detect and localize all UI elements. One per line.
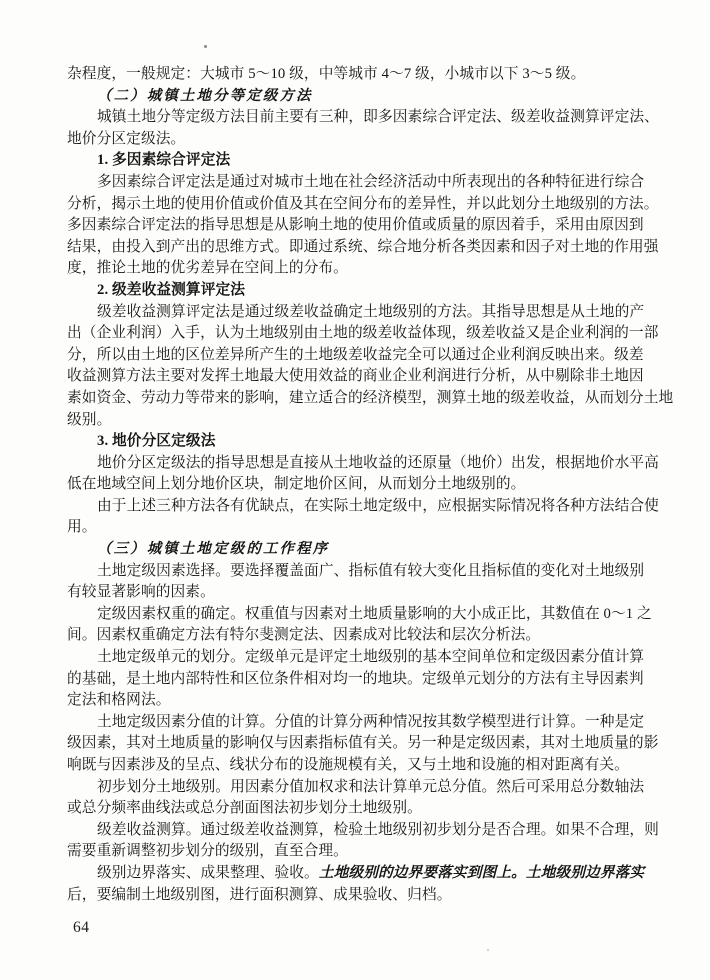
text-line [67,302,659,324]
body-text: 地价分区定级法的指导思想是直接从土地收益的还原量（地价）出发，根据地价水平高 [97,454,659,471]
text-line [67,431,659,453]
text-line [67,150,659,172]
body-text: 级差收益测算评定法是通过级差收益确定土地级别的方法。其指导思想是从土地的产 [97,303,645,320]
body-text: 素如资金、劳动力等带来的影响，建立适合的经济模型，测算土地的级差收益，从而划分土地 [67,389,674,406]
body-text: 多因素综合评定法的指导思想是从影响土地的使用价值或质量的原因着手，采用由原因到 [67,217,644,234]
text-line [67,194,659,216]
body-text: 或总分频率曲线法或总分剖面图法初步划分土地级别。 [67,800,422,817]
text-line [67,388,674,410]
body-text: 的基础，是土地内部特性和区位条件相对均一的地块。定级单元划分的方法有主导因素判 [67,670,644,687]
body-text: 地价分区定级法。 [67,130,186,147]
body-text: 结果，由投入到产出的思维方式。即通过系统、综合地分析各类因素和因子对土地的作用强 [67,238,659,255]
body-text: 定法和格网法。 [67,692,171,709]
body-text: 土地定级因素分值的计算。分值的计算分两种情况按其数学模型进行计算。一种是定 [97,713,645,730]
text-line [67,129,659,151]
text-line [67,798,659,820]
body-text: 出（企业利润）入手，认为土地级别由土地的级差收益体现，级差收益又是企业利润的一部 [67,325,659,342]
body-text: 级别。 [67,411,112,428]
text-line [67,841,659,863]
section-heading: （三）城镇土地定级的工作程序 [97,541,330,558]
body-text: 土地定级因素选择。要选择覆盖面广、指标值有较大变化且指标值的变化对土地级别 [97,562,645,579]
body-text: 有较显著影响的因素。 [67,584,215,601]
body-text: 定级因素权重的确定。权重值与因素对土地质量影响的大小成正比，其数值在 0～1 之 [97,605,652,622]
text-line [67,64,659,86]
text-line [67,539,659,561]
body-text: 低在地域空间上划分地价区块，制定地价区间，从而划分土地级别的。 [67,476,526,493]
text-line [67,453,659,475]
scan-speck [487,949,489,951]
numbered-heading: 1. 多因素综合评定法 [97,152,231,169]
body-text: 度，推论土地的优劣差异在空间上的分布。 [67,260,348,277]
text-line [67,366,659,388]
body-text: 用。 [67,519,97,536]
text-line [67,561,659,583]
body-text: 收益测算方法主要对发挥土地最大使用效益的商业企业利润进行分析，从中剔除非土地因 [67,368,644,385]
text-line [67,604,659,626]
body-text: 间。因素权重确定方法有特尔斐测定法、因素成对比较法和层次分析法。 [67,627,541,644]
body-text: 分析，揭示土地的使用价值或价值及其在空间分布的差异性，并以此划分土地级别的方法。 [67,195,659,212]
text-line [67,733,659,755]
text-line [67,863,659,885]
text-line [67,496,659,518]
text-line [67,258,659,280]
body-text: 响既与因素涉及的呈点、线状分布的设施规模有关，又与土地和设施的相对距离有关。 [67,757,629,773]
section-heading: （二）城镇土地分等定级方法 [97,87,313,104]
text-line [67,86,659,108]
text-line [67,582,659,604]
text-line [67,885,659,907]
text-line [67,777,659,799]
text-line [67,323,659,345]
text-block [67,64,674,906]
scan-speck [204,45,207,48]
body-text: 多因素综合评定法是通过对城市土地在社会经济活动中所表现出的各种特征进行综合 [97,173,645,190]
text-line [67,625,659,647]
text-line [67,820,659,842]
text-line [67,755,659,777]
body-text: 需要重新调整初步划分的级别，直至合理。 [67,843,348,860]
body-text: 分，所以由土地的区位差异所产生的土地级差收益完全可以通过企业利润反映出来。级差 [67,346,644,363]
text-line [67,517,659,539]
text-line [67,690,659,712]
text-line [67,280,659,302]
text-line [67,647,659,669]
body-text: 后，要编制土地级别图，进行面积测算、成果验收、归档。 [67,886,452,903]
body-text: 级差收益测算。通过级差收益测算，检验土地级别初步划分是否合理。如果不合理，则 [97,821,659,838]
text-line [67,107,659,129]
text-line [67,172,659,194]
numbered-heading: 3. 地价分区定级法 [97,433,216,450]
numbered-heading: 2. 级差收益测算评定法 [97,281,246,298]
text-line [67,474,659,496]
emphasized-text: 土地级别的边界要落实到图上。土地级别边界落实 [318,864,645,881]
body-text: 级因素，其对土地质量的影响仅与因素指标值有关。另一种是定级因素，其对土地质量的影 [67,735,659,752]
body-text: 由于上述三种方法各有优缺点，在实际土地定级中，应根据实际情况将各种方法结合使 [97,497,659,514]
text-line [67,410,659,432]
text-line [67,345,659,367]
text-line [67,669,659,691]
text-line [67,712,659,734]
body-text: 杂程度，一般规定：大城市 5～10 级，中等城市 4～7 级，小城市以下 3～5 级。 [67,66,586,82]
page-number: 64 [73,919,90,936]
text-line [67,237,659,259]
body-text: 土地定级单元的划分。定级单元是评定土地级别的基本空间单位和定级因素分值计算 [97,649,645,666]
body-text: 初步划分土地级别。用因素分值加权求和法计算单元总分值。然后可采用总分数轴法 [97,778,645,795]
text-line [67,215,659,237]
body-text: 级别边界落实、成果整理、验收。 [97,864,319,881]
body-text: 城镇土地分等定级方法目前主要有三种，即多因素综合评定法、级差收益测算评定法、 [97,109,659,126]
